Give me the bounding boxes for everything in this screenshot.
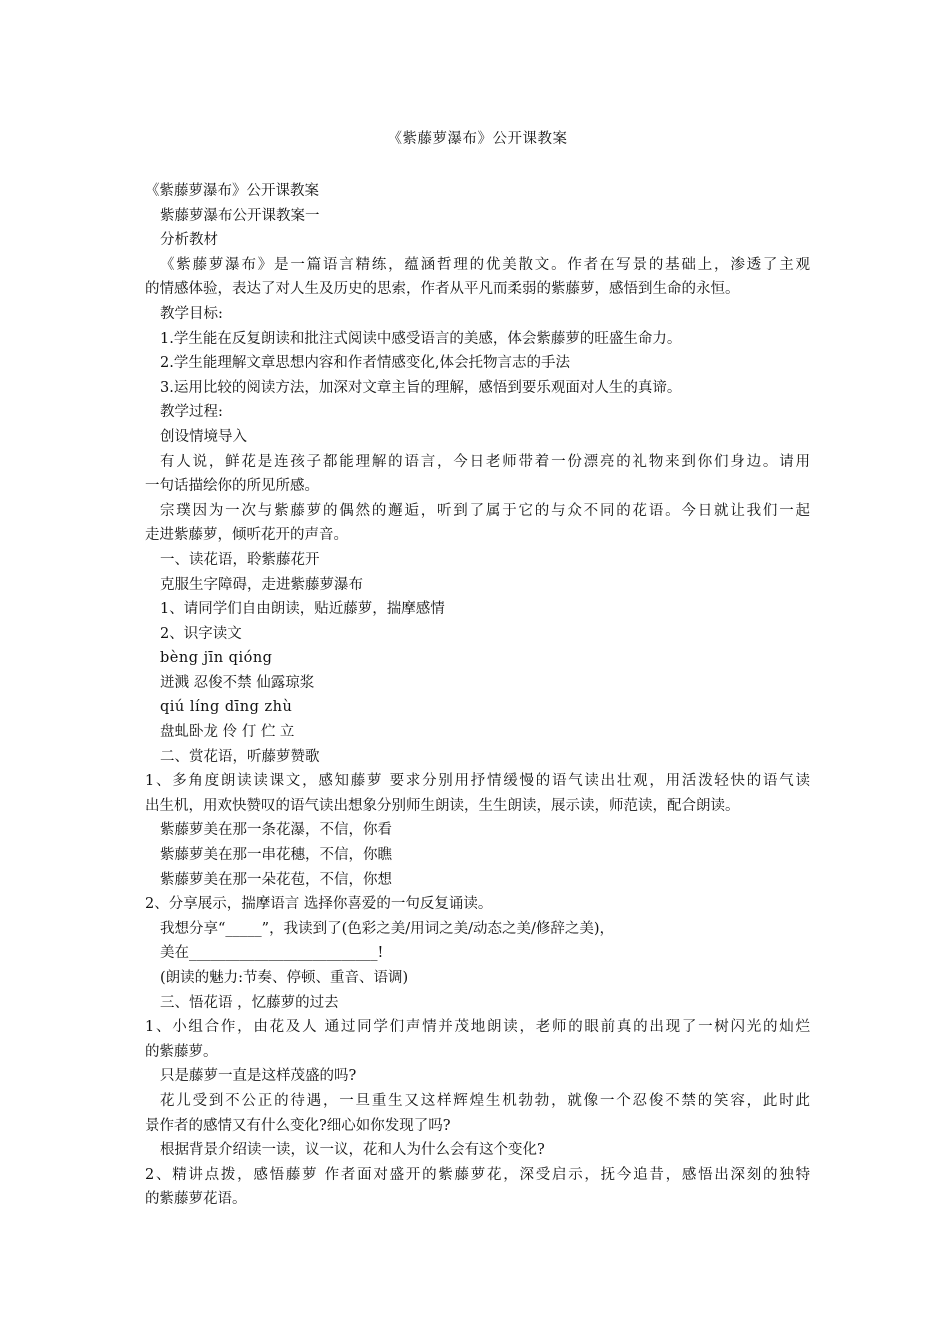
text-line: 2、分享展示，揣摩语言 选择你喜爱的一句反复诵读。	[145, 896, 493, 913]
text-line: 1、小组合作，由花及人 通过同学们声情并茂地朗读，老师的眼前真的出现了一树闪光的灿烂	[145, 1019, 810, 1036]
text-line: 我想分享“_____”，我读到了(色彩之美/用词之美/动态之美/修辞之美)，	[160, 920, 615, 937]
text-line: 美在__________________________!	[160, 945, 384, 962]
text-line: 《紫藤萝瀑布》公开课教案	[145, 183, 319, 199]
text-line: 教学过程:	[160, 404, 223, 421]
text-line: (朗读的魅力:节奏、停顿、重音、语调)	[160, 970, 409, 986]
text-line: 迸溅 忍俊不禁 仙露琼浆	[160, 674, 315, 691]
text-line: 2、识字读文	[160, 625, 242, 642]
text-line: 分析教材	[160, 232, 218, 249]
page-title: 《紫藤萝瀑布》公开课教案	[387, 131, 568, 147]
text-line: 1、请同学们自由朗读，贴近藤萝，揣摩感情	[160, 601, 445, 618]
text-line: bèng jīn qióng	[160, 650, 273, 667]
text-line: 克服生字障碍，走进紫藤萝瀑布	[160, 576, 363, 593]
document-page	[145, 124, 810, 1212]
text-line: 一、读花语，聆紫藤花开	[160, 551, 320, 568]
text-line: 走进紫藤萝，倾听花开的声音。	[145, 527, 348, 544]
text-line: 紫藤萝瀑布公开课教案一	[160, 207, 320, 224]
text-line: 的紫藤萝。	[145, 1043, 218, 1060]
text-line: 3.运用比较的阅读方法，加深对文章主旨的理解，感悟到要乐观面对人生的真谛。	[160, 379, 682, 396]
text-line: 的情感体验，表达了对人生及历史的思索，作者从平凡而柔弱的紫藤萝，感悟到生命的永恒。	[145, 281, 740, 298]
text-line: 《紫藤萝瀑布》是一篇语言精练，蕴涵哲理的优美散文。作者在写景的基础上，渗透了主观	[160, 256, 810, 273]
text-line: 盘虬卧龙 伶 仃 伫 立	[160, 724, 295, 741]
text-line: 三、悟花语 ，忆藤萝的过去	[160, 994, 339, 1011]
text-line: 二、赏花语，听藤萝赞歌	[160, 748, 320, 765]
text-line: 2.学生能理解文章思想内容和作者情感变化,体会托物言志的手法	[160, 355, 570, 372]
text-line: 1、多角度朗读读课文，感知藤萝 要求分别用抒情缓慢的语气读出壮观，用活泼轻快的语气读	[145, 773, 810, 790]
text-line: 1.学生能在反复朗读和批注式阅读中感受语言的美感，体会紫藤萝的旺盛生命力。	[160, 330, 682, 347]
text-line: 紫藤萝美在那一串花穗，不信，你瞧	[160, 847, 392, 864]
text-line: qiú líng dīng zhù	[160, 699, 293, 716]
text-line: 创设情境导入	[160, 428, 247, 445]
text-line: 有人说，鲜花是连孩子都能理解的语言，今日老师带着一份漂亮的礼物来到你们身边。请用	[160, 453, 810, 470]
text-line: 一句话描绘你的所见所感。	[145, 478, 319, 495]
text-line: 的紫藤萝花语。	[145, 1191, 247, 1208]
text-line: 景作者的感情又有什么变化?细心如你发现了吗?	[145, 1117, 451, 1134]
text-line: 花儿受到不公正的待遇，一旦重生又这样辉煌生机勃勃，就像一个忍俊不禁的笑容，此时此	[160, 1092, 810, 1109]
text-line: 2、精讲点拨，感悟藤萝 作者面对盛开的紫藤萝花，深受启示，抚今追昔，感悟出深刻的独特	[145, 1166, 810, 1183]
document-body	[145, 179, 810, 1212]
text-line: 教学目标:	[160, 305, 223, 322]
text-line: 紫藤萝美在那一朵花苞，不信，你想	[160, 871, 392, 888]
text-line: 只是藤萝一直是这样茂盛的吗?	[160, 1068, 357, 1085]
text-line: 根据背景介绍读一读，议一议，花和人为什么会有这个变化?	[160, 1142, 545, 1159]
text-line: 出生机，用欢快赞叹的语气读出想象分别师生朗读，生生朗读，展示读，师范读，配合朗读。	[145, 797, 740, 814]
text-line: 宗璞因为一次与紫藤萝的偶然的邂逅，听到了属于它的与众不同的花语。今日就让我们一起	[160, 502, 810, 519]
text-line: 紫藤萝美在那一条花瀑，不信，你看	[160, 822, 392, 839]
